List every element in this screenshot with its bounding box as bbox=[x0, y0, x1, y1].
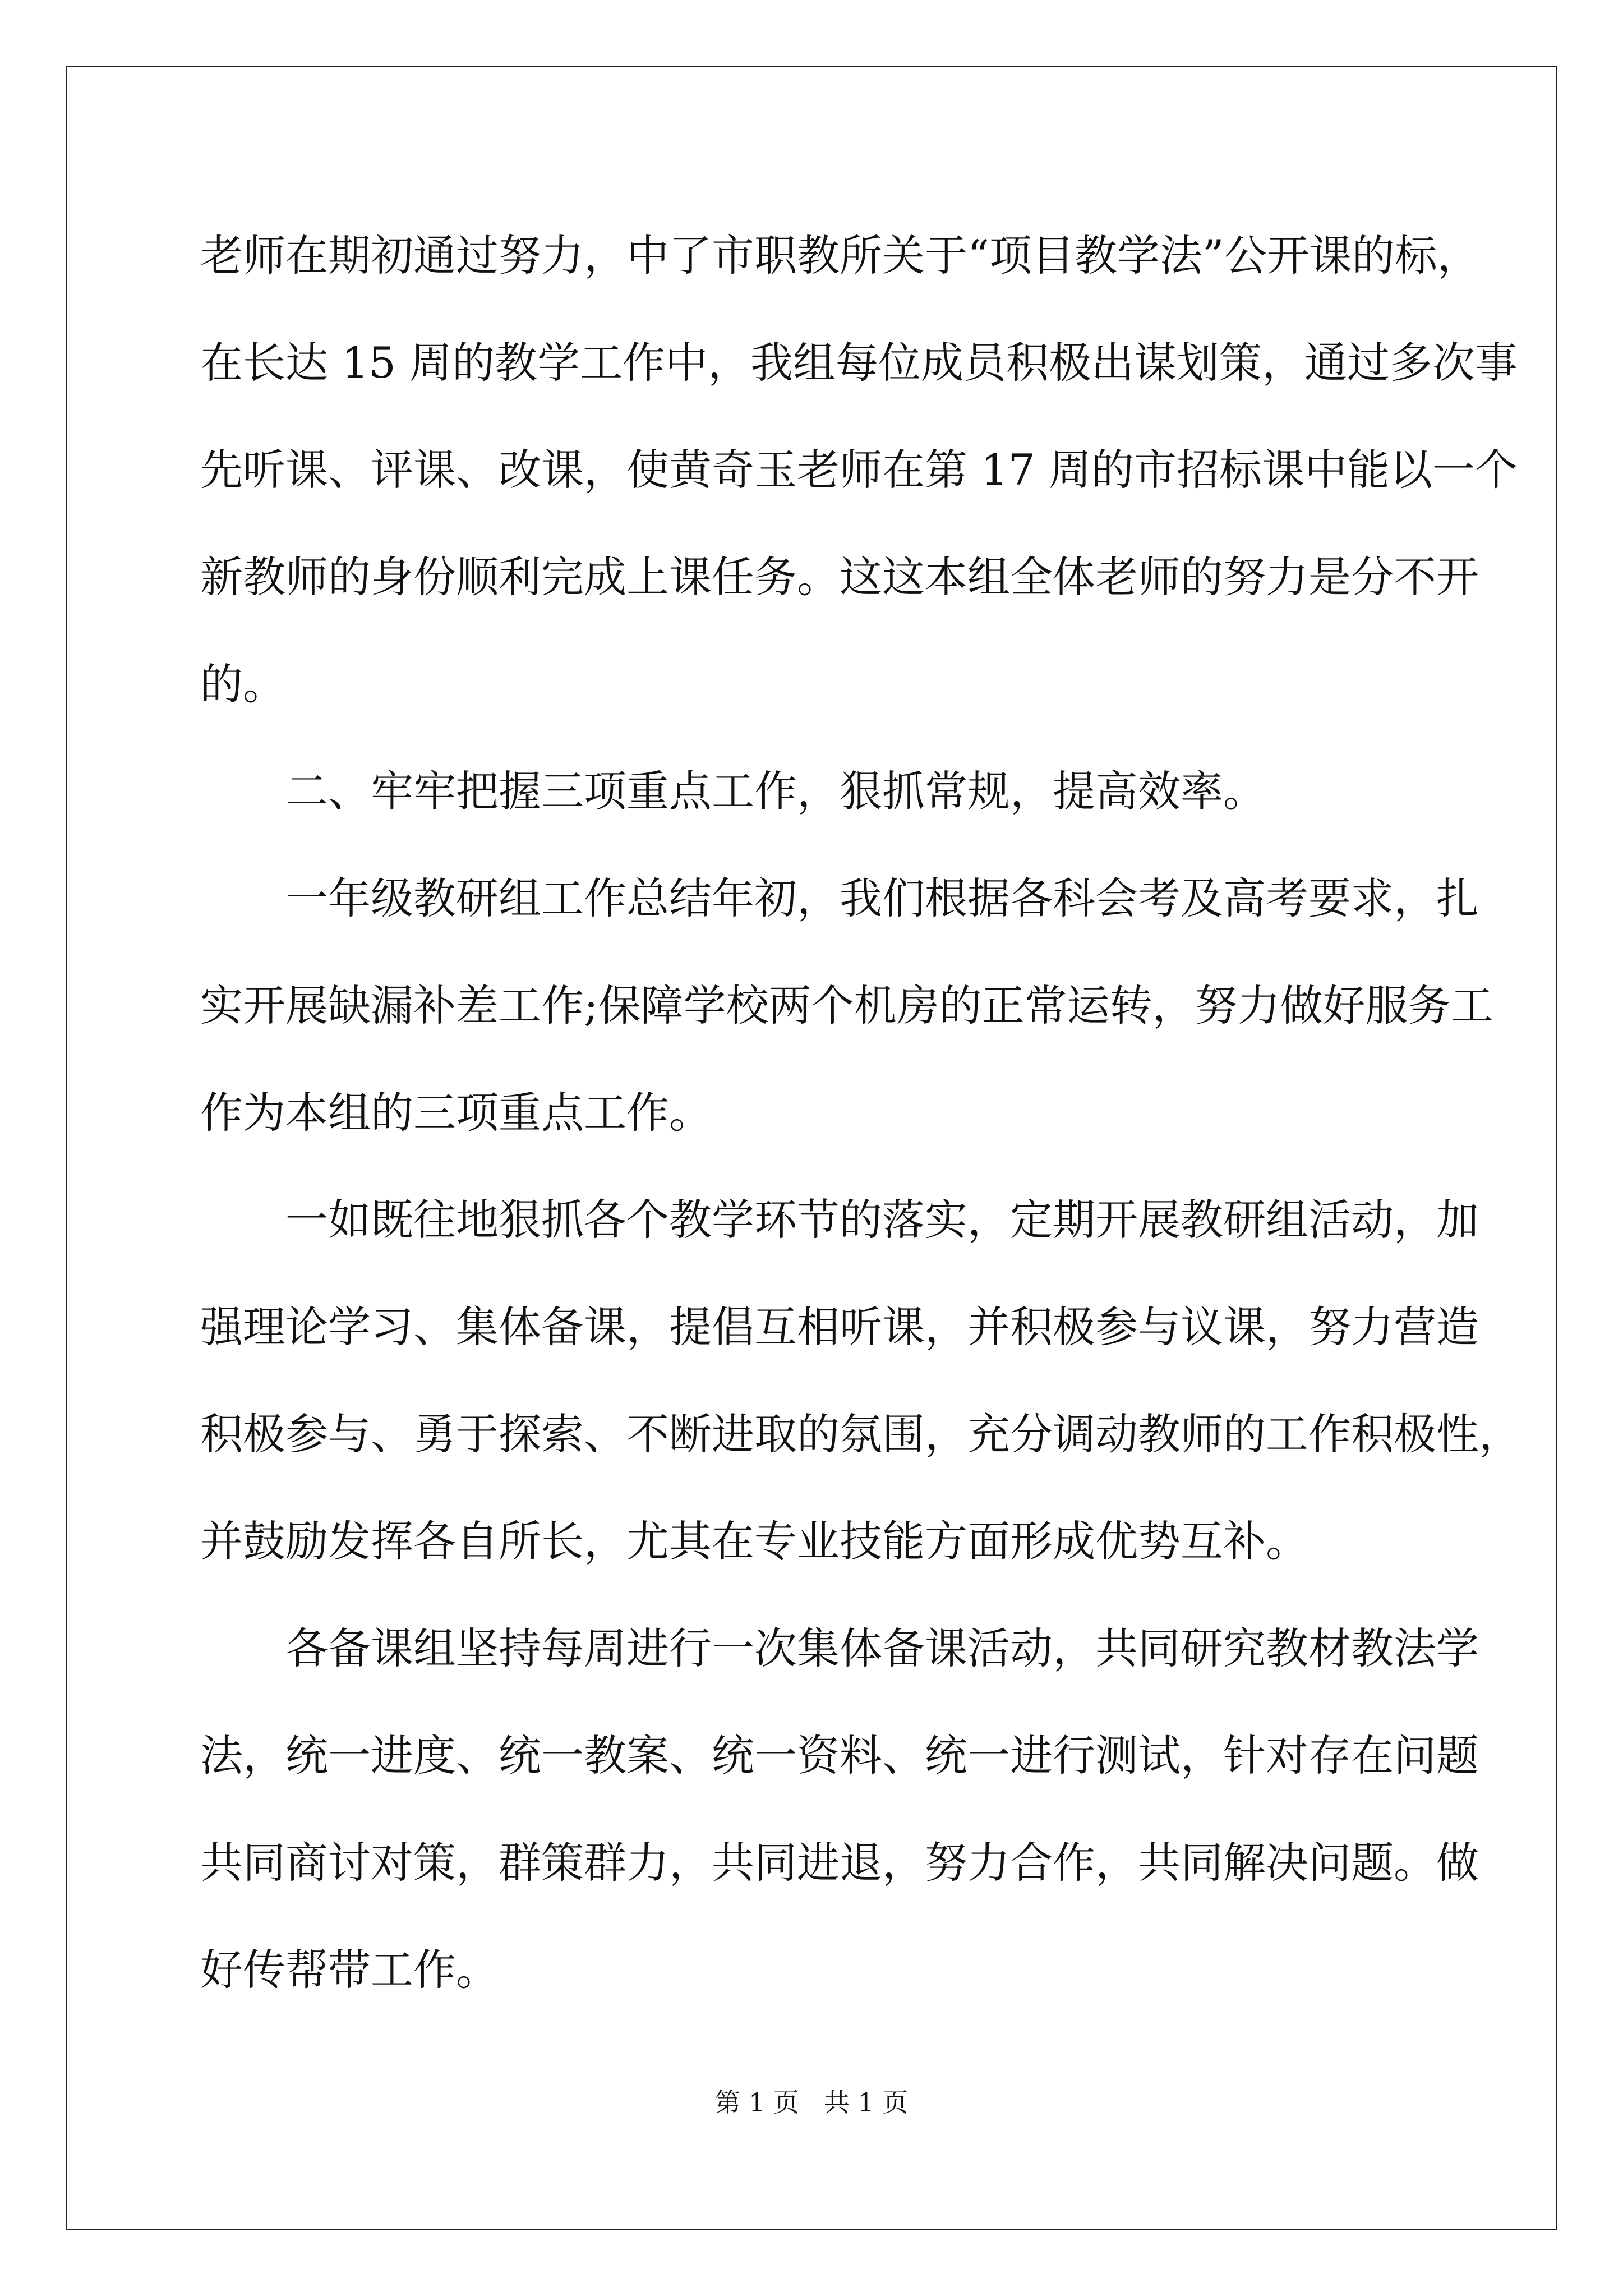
text-line: 一如既往地狠抓各个教学环节的落实，定期开展教研组活动，加 bbox=[285, 1195, 1479, 1245]
text-line: 先听课、评课、改课，使黄奇玉老师在第 17 周的市招标课中能以一个 bbox=[200, 445, 1518, 495]
text-line: 好传帮带工作。 bbox=[200, 1945, 499, 1995]
section-heading: 二、牢牢把握三项重点工作，狠抓常规，提高效率。 bbox=[285, 766, 1266, 816]
document-body bbox=[200, 202, 1521, 2023]
text-line: 共同商讨对策，群策群力，共同进退，努力合作，共同解决问题。做 bbox=[200, 1838, 1479, 1888]
text-line: 新教师的身份顺利完成上课任务。这这本组全体老师的努力是分不开 bbox=[200, 552, 1479, 602]
text-line: 强理论学习、集体备课，提倡互相听课，并积极参与议课，努力营造 bbox=[200, 1302, 1479, 1352]
text-line: 的。 bbox=[200, 659, 285, 709]
text-line: 并鼓励发挥各自所长，尤其在专业技能方面形成优势互补。 bbox=[200, 1516, 1308, 1566]
text-line: 法，统一进度、统一教案、统一资料、统一进行测试，针对存在问题 bbox=[200, 1731, 1479, 1780]
page-number-footer: 第 1 页 共 1 页 bbox=[714, 2087, 909, 2118]
text-line: 在长达 15 周的教学工作中，我组每位成员积极出谋划策，通过多次事 bbox=[200, 338, 1518, 388]
text-line: 积极参与、勇于探索、不断进取的氛围，充分调动教师的工作积极性， bbox=[200, 1409, 1521, 1459]
text-line: 老师在期初通过努力，中了市职教所关于“项目教学法”公开课的标， bbox=[200, 231, 1480, 280]
text-line: 作为本组的三项重点工作。 bbox=[200, 1088, 712, 1138]
text-line: 各备课组坚持每周进行一次集体备课活动，共同研究教材教法学 bbox=[285, 1623, 1479, 1673]
text-line: 实开展缺漏补差工作;保障学校两个机房的正常运转，努力做好服务工 bbox=[200, 981, 1493, 1030]
text-line: 一年级教研组工作总结年初，我们根据各科会考及高考要求，扎 bbox=[285, 873, 1479, 923]
